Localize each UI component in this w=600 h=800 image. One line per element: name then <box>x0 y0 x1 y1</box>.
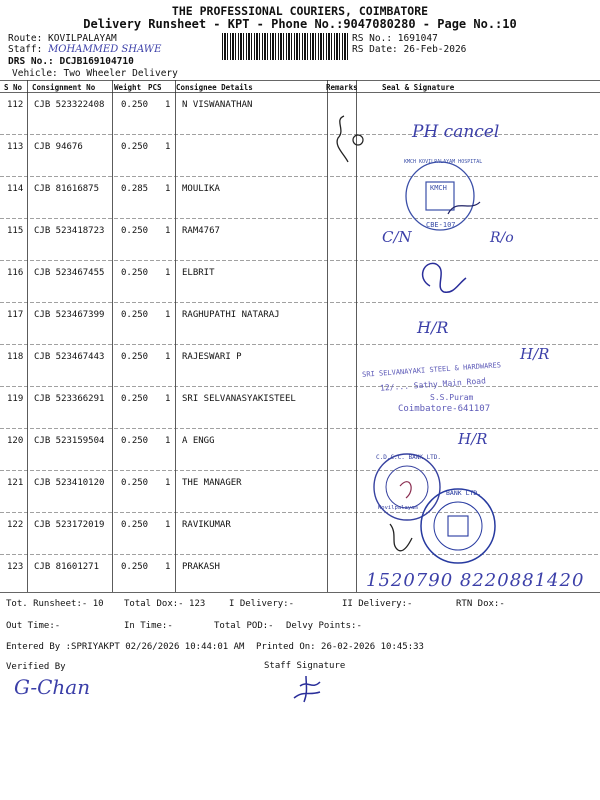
table-row <box>0 387 600 429</box>
handwritten-remark-120: H/R <box>458 430 488 448</box>
row-pcs: 1 <box>165 184 171 194</box>
col-consignment: Consignment No <box>32 83 96 92</box>
signature-122 <box>386 520 416 555</box>
drs-number: DRS No.: DCJB169104710 <box>8 56 134 67</box>
staff-line <box>8 44 161 55</box>
handwritten-remark-115b: R/o <box>490 230 514 246</box>
rs-date: RS Date: 26-Feb-2026 <box>352 44 467 55</box>
staff-label: Staff: <box>8 44 43 55</box>
row-consignment: CJB 523366291 <box>34 394 105 404</box>
row-weight: 0.250 <box>121 310 149 320</box>
row-consignment: CJB 523467399 <box>34 310 105 320</box>
rtn-dox: RTN Dox:- <box>456 599 505 609</box>
row-sno: 115 <box>7 226 24 236</box>
row-pcs: 1 <box>165 478 171 488</box>
verified-signature: G-Chan <box>14 675 91 699</box>
row-consignment: CJB 523172019 <box>34 520 105 530</box>
company-title: THE PROFESSIONAL COURIERS, COIMBATORE <box>171 4 429 18</box>
row-pcs: 1 <box>165 562 171 572</box>
row-consignment: CJB 523159504 <box>34 436 105 446</box>
delvy-points: Delvy Points:- <box>286 621 362 631</box>
row-weight: 0.250 <box>121 520 149 530</box>
col-weight: Weight <box>114 83 142 92</box>
row-pcs: 1 <box>165 310 171 320</box>
cdcc-stamp-sub: Kovilpalayam <box>378 505 418 511</box>
kmch-stamp-bottom: CBE-107 <box>426 221 456 229</box>
runsheet-subtitle: Delivery Runsheet - KPT - Phone No.:9047080280 - Page No.:10 <box>83 17 517 31</box>
row-weight: 0.250 <box>121 436 149 446</box>
remark-scribble <box>330 110 375 170</box>
row-weight: 0.250 <box>121 226 149 236</box>
table-row <box>0 135 600 177</box>
table-row <box>0 513 600 555</box>
row-pcs: 1 <box>165 142 171 152</box>
row-sno: 119 <box>7 394 24 404</box>
row-pcs: 1 <box>165 100 171 110</box>
row-pcs: 1 <box>165 520 171 530</box>
table-row <box>0 471 600 513</box>
row-weight: 0.285 <box>121 184 149 194</box>
table-row <box>0 303 600 345</box>
row-sno: 117 <box>7 310 24 320</box>
row-weight: 0.250 <box>121 142 149 152</box>
signature-116 <box>414 256 474 301</box>
row-pcs: 1 <box>165 226 171 236</box>
i-delivery: I Delivery:- <box>229 599 295 609</box>
staff-name: MOHAMMED SHAWE <box>48 44 162 55</box>
rs-number: RS No.: 1691047 <box>352 33 438 44</box>
row-weight: 0.250 <box>121 478 149 488</box>
col-seal: Seal & Signature <box>382 83 455 92</box>
ii-delivery: II Delivery:- <box>342 599 413 609</box>
row-consignment: CJB 81616875 <box>34 184 100 194</box>
row-sno: 122 <box>7 520 24 530</box>
bank-stamp <box>418 486 500 568</box>
row-sno: 112 <box>7 100 24 110</box>
col-remarks: Remarks <box>326 83 358 92</box>
table-row <box>0 345 600 387</box>
row-consignee: A ENGG <box>182 436 215 446</box>
row-sno: 120 <box>7 436 24 446</box>
row-sno: 123 <box>7 562 24 572</box>
steel-stamp-line4: Coimbatore-641107 <box>398 404 491 414</box>
total-dox: Total Dox:- 123 <box>124 599 206 609</box>
table-row <box>0 429 600 471</box>
row-sno: 116 <box>7 268 24 278</box>
row-weight: 0.250 <box>121 268 149 278</box>
steel-stamp-line3: S.S.Puram <box>430 393 474 402</box>
row-consignee: SRI SELVANASYAKISTEEL <box>182 394 296 404</box>
row-sno: 114 <box>7 184 24 194</box>
col-sno: S No <box>4 83 23 92</box>
steel-stamp-line1: SRI SELVANAYAKI STEEL & HARDWARES <box>361 361 502 379</box>
row-consignment: CJB 81601271 <box>34 562 100 572</box>
row-sno: 121 <box>7 478 24 488</box>
steel-stamp-line2: 12/... Sathy Main Road <box>379 376 487 393</box>
staff-signature-label: Staff Signature <box>264 661 346 671</box>
table-row <box>0 93 600 135</box>
handwritten-remark-117: H/R <box>417 318 449 337</box>
table-row <box>0 177 600 219</box>
route-label: Route: KOVILPALAYAM <box>8 33 117 44</box>
row-pcs: 1 <box>165 352 171 362</box>
entered-by: Entered By :SPRIYAKPT 02/26/2026 10:44:01 AM <box>6 642 245 652</box>
row-consignment: CJB 523322408 <box>34 100 105 110</box>
handwritten-number: 1520790 8220881420 <box>366 570 585 591</box>
kmch-stamp-center: KMCH <box>430 184 447 192</box>
handwritten-remark-115a: C/N <box>382 228 412 246</box>
row-consignee: THE MANAGER <box>182 478 242 488</box>
total-pod: Total POD:- <box>214 621 274 631</box>
row-pcs: 1 <box>165 436 171 446</box>
row-weight: 0.250 <box>121 352 149 362</box>
row-sno: 113 <box>7 142 24 152</box>
staff-signature-mark <box>290 672 332 706</box>
row-consignee: RAM4767 <box>182 226 220 236</box>
row-consignee: ELBRIT <box>182 268 215 278</box>
row-pcs: 1 <box>165 394 171 404</box>
handwritten-remark-112: PH cancel <box>412 122 500 142</box>
row-sno: 118 <box>7 352 24 362</box>
row-consignee: RAVIKUMAR <box>182 520 231 530</box>
barcode <box>222 33 348 60</box>
row-consignment: CJB 94676 <box>34 142 83 152</box>
vehicle-label: Vehicle: Two Wheeler Delivery <box>12 68 178 79</box>
table-row <box>0 261 600 303</box>
out-time: Out Time:- <box>6 621 61 631</box>
col-consignee: Consignee Details <box>176 83 253 92</box>
col-pcs: PCS <box>148 83 162 92</box>
row-weight: 0.250 <box>121 100 149 110</box>
row-consignment: CJB 523410120 <box>34 478 105 488</box>
in-time: In Time:- <box>124 621 173 631</box>
printed-on: Printed On: 26-02-2026 10:45:33 <box>256 642 424 652</box>
row-weight: 0.250 <box>121 562 149 572</box>
cdcc-stamp-text: C.D.C.C. BANK LTD. <box>376 454 442 461</box>
kmch-stamp-ring: KMCH KOVILPALAYAM HOSPITAL <box>404 159 483 165</box>
row-consignee: N VISWANATHAN <box>182 100 253 110</box>
row-consignment: CJB 523467455 <box>34 268 105 278</box>
row-consignee: RAJESWARI P <box>182 352 242 362</box>
handwritten-remark-118: H/R <box>520 345 550 363</box>
row-consignment: CJB 523467443 <box>34 352 105 362</box>
bank-stamp-text: BANK LTD. <box>446 489 482 497</box>
row-consignment: CJB 523418723 <box>34 226 105 236</box>
row-consignee: PRAKASH <box>182 562 220 572</box>
row-consignee: RAGHUPATHI NATARAJ <box>182 310 280 320</box>
row-weight: 0.250 <box>121 394 149 404</box>
tot-runsheet: Tot. Runsheet:- 10 <box>6 599 104 609</box>
row-pcs: 1 <box>165 268 171 278</box>
verified-by: Verified By <box>6 662 66 672</box>
row-consignee: MOULIKA <box>182 184 220 194</box>
